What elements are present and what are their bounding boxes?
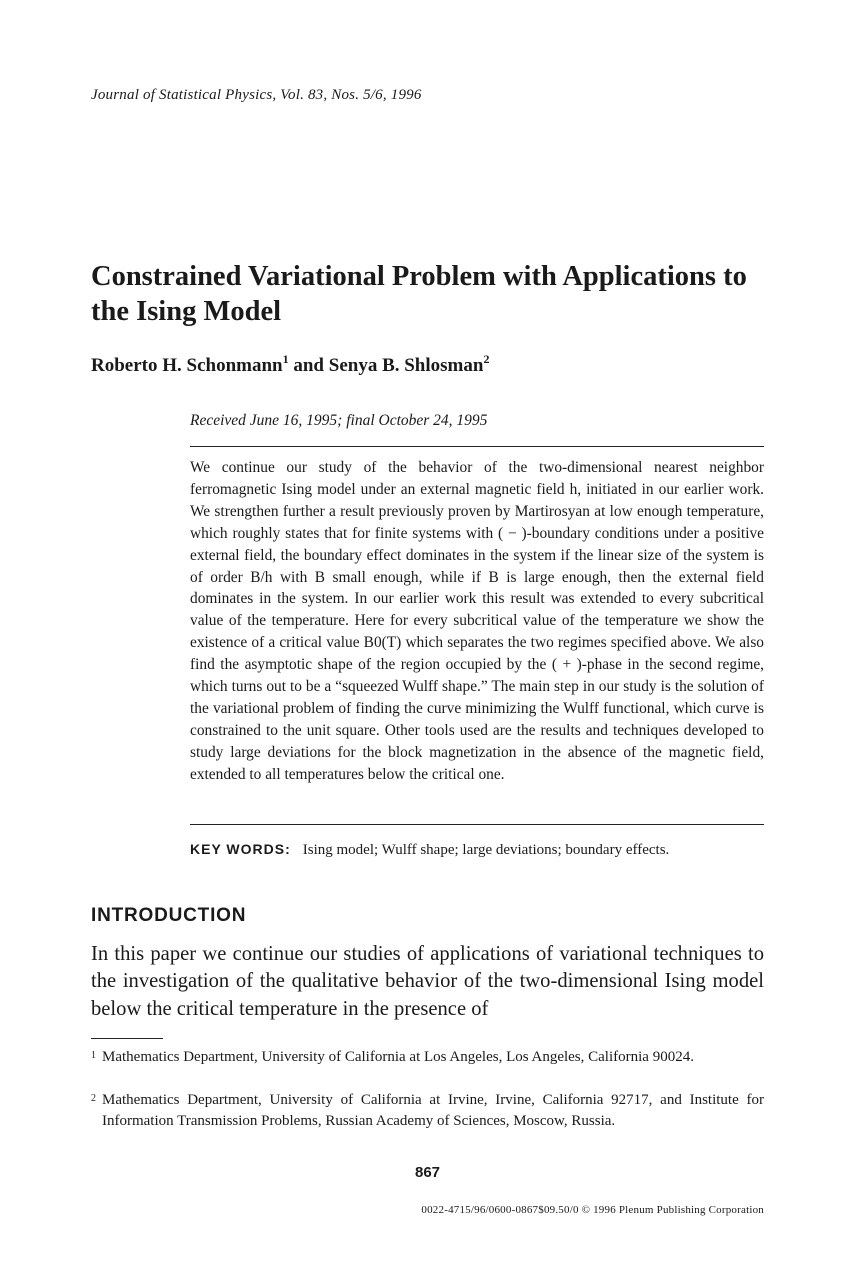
footnote-marker: 1 (282, 352, 289, 366)
journal-citation: Journal of Statistical Physics, Vol. 83, Nos. 5/6, 1996 (91, 87, 422, 103)
abstract-text: We continue our study of the behavior of the two-dimensional nearest neighbor ferromagnetic Ising model under an external magnetic field h, initiated in our earlier work. We strengthen further a result previously proven by Martirosyan at low enough temperature, which roughly states that for finite systems with ( − )-boundary conditions under a positive external field, the boundary effect dominates in the system if the linear size of the system is of order B/h with B small enough, while if B is large enough, then the external field dominates in the system. In our earlier work this result was extended to every subcritical value of the temperature. Here for every subcritical value of the temperature we show the existence of a critical value B0(T) which separates the two regimes specified above. We also find the asymptotic shape of the region occupied by the ( + )-phase in the second regime, which turns out to be a “squeezed Wulff shape.” The main step in our study is the solution of the variational problem of finding the curve minimizing the Wulff functional, which curve is constrained to the unit square. Other tools used are the results and techniques developed to study large deviations for the block magnetization in the absence of the magnetic field, extended to all temperatures below the critical one. (190, 459, 764, 783)
abstract-top-rule (190, 446, 764, 447)
keywords (190, 841, 669, 859)
footnote-text: Mathematics Department, University of California at Los Angeles, Los Angeles, California 90024. (102, 1049, 694, 1065)
introduction-paragraph: In this paper we continue our studies of applications of variational techniques to the investigation of the qualitative behavior of the two-dimensional Ising model below the critical temperature in the presence of (91, 943, 764, 1020)
footnote-2 (91, 1090, 764, 1132)
copyright-line: 0022-4715/96/0600-0867$09.50/0 © 1996 Plenum Publishing Corporation (421, 1204, 764, 1216)
author-name: Roberto H. Schonmann (91, 355, 283, 376)
footnote-rule (91, 1038, 163, 1039)
page-number: 867 (414, 1164, 441, 1181)
author-line (91, 352, 490, 377)
keywords-label: KEY WORDS: (190, 841, 291, 857)
article-title: Constrained Variational Problem with Applications to the Ising Model (91, 261, 747, 327)
abstract-bottom-rule (190, 824, 764, 825)
footnote-marker: 2 (483, 352, 490, 366)
received-dates: Received June 16, 1995; final October 24, 1995 (190, 412, 488, 429)
author-connector: and (288, 355, 329, 376)
footnote-text: Mathematics Department, University of California at Irvine, Irvine, California 92717, and Institute for Information Transmission Problems, Russian Academy of Sciences, Moscow, Russia. (102, 1092, 764, 1129)
keywords-list: Ising model; Wulff shape; large deviations; boundary effects. (302, 842, 670, 858)
footnote-marker: 1 (91, 1050, 96, 1061)
footnote-marker: 2 (91, 1093, 96, 1104)
author-name: Senya B. Shlosman (328, 355, 484, 376)
footnote-1 (91, 1047, 764, 1068)
section-heading: INTRODUCTION (91, 905, 247, 926)
